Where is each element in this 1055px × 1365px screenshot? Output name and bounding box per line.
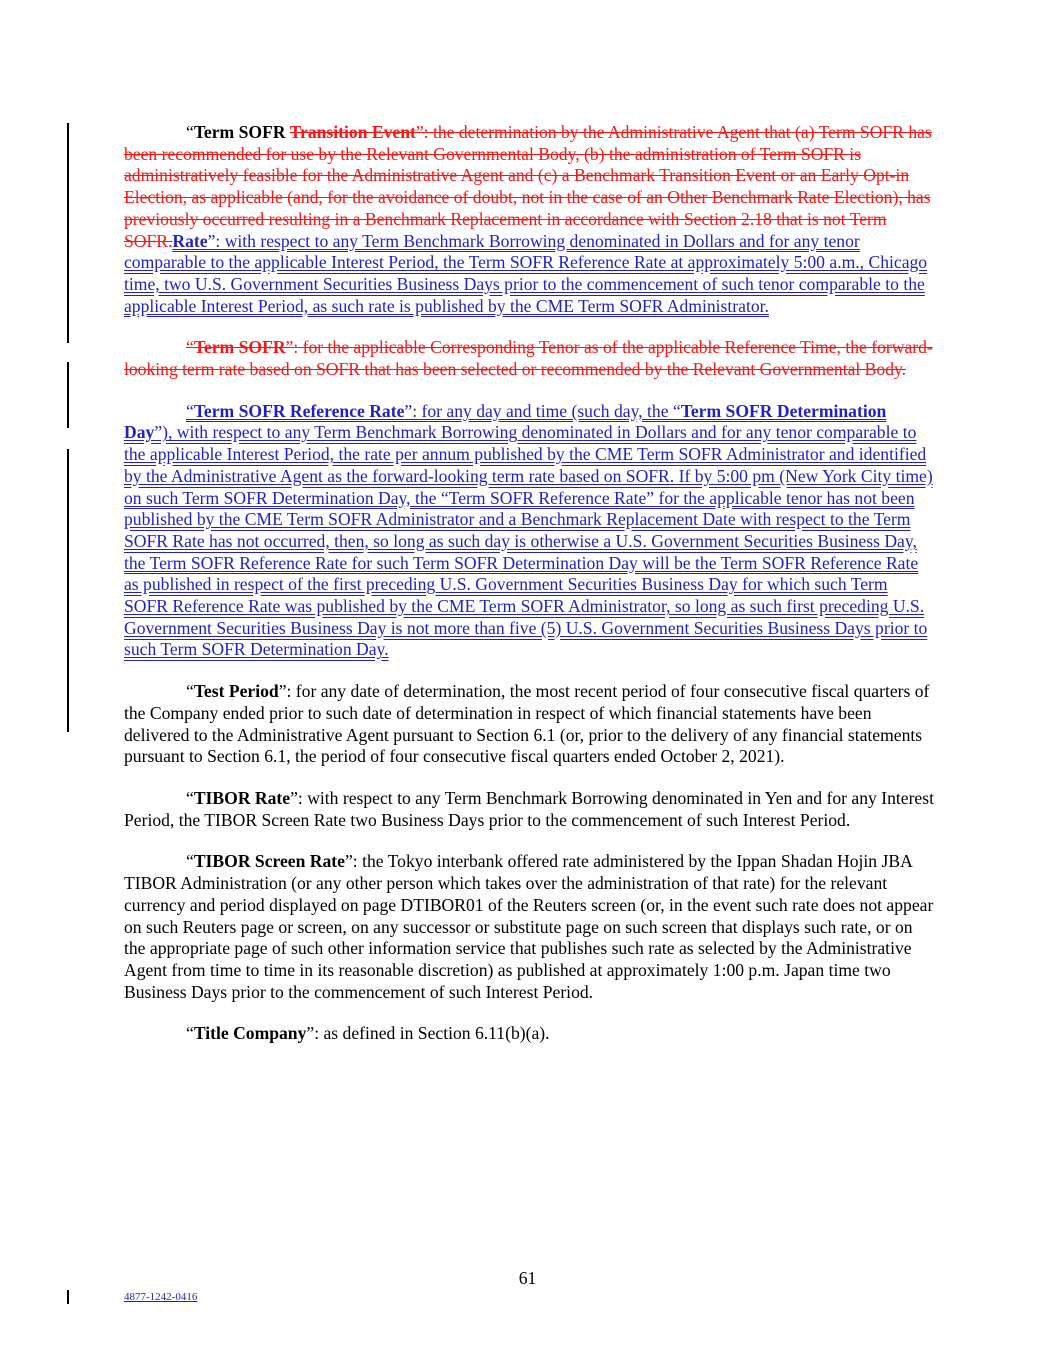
defined-term: Term SOFR: [193, 337, 286, 358]
open-quote: “: [186, 122, 194, 142]
defined-term: Test Period: [193, 681, 279, 702]
document-page: [124, 122, 934, 1065]
definition-title-company: “Title Company”: as defined in Section 6.11(b)(a).: [186, 1023, 550, 1044]
definition-term-sofr-rate: [124, 122, 934, 317]
document-id: 4877-1242-0416: [124, 1291, 198, 1303]
change-bar: [67, 449, 69, 732]
deleted-text: Transition Event”: the determination by the Administrative Agent that (a) Term SOFR has been recommended for use by the Relevant Governmental Body, (b) the administration of Term SOFR is administratively feasible for the Administrative Agent and (c) a Benchmark Transition Event or an Early Opt-in Election, as applicable (and, for the avoidance of doubt, not in the case of an Other Benchmark Rate Election), has previously occurred resulting in a Benchmark Replacement in accordance with Section 2.18 that is not Term SOFR.: [124, 122, 932, 251]
change-bar: [67, 123, 69, 343]
defined-term: Term SOFR: [193, 122, 290, 142]
defined-term: TIBOR Rate: [193, 787, 291, 808]
definition-term-sofr-deleted: “Term SOFR”: for the applicable Corresponding Tenor as of the applicable Reference Time, the forward-looking term rate based on SOFR that has been selected or recommended by the Relevant Governmental Body.: [124, 337, 933, 380]
definition-test-period: “Test Period”: for any date of determination, the most recent period of four consecutive fiscal quarters of the Company ended prior to such date of determination in respect of which financial statements have been delivered to the Administrative Agent pursuant to Section 6.1 (or, prior to the delivery of any financial statements pursuant to Section 6.1, the period of four consecutive fiscal quarters ended October 2, 2021).: [124, 681, 930, 767]
definition-tibor-screen-rate: “TIBOR Screen Rate”: the Tokyo interbank offered rate administered by the Ippan Shadan Hojin JBA TIBOR Administration (or any other person which takes over the administration of that rate) for the relevant currency and period displayed on page DTIBOR01 of the Reuters screen (or, in the event such rate does not appear on such Reuters page or screen, on any successor or substitute page on such screen that displays such rate, or on the appropriate page of such other information service that publishes such rate as selected by the Administrative Agent from time to time in its reasonable discretion) as published at approximately 1:00 p.m. Japan time two Business Days prior to the commencement of such Interest Period.: [124, 851, 934, 1002]
inserted-text: Rate”: with respect to any Term Benchmark Borrowing denominated in Dollars and for any tenor comparable to the applicable Interest Period, the Term SOFR Reference Rate at approximately 5:00 a.m., Chicago time, two U.S. Government Securities Business Days prior to the commencement of such tenor comparable to the applicable Interest Period, as such rate is published by the CME Term SOFR Administrator.: [124, 230, 928, 316]
defined-term: Term SOFR Determination Day: [124, 400, 887, 443]
definition-tibor-rate: “TIBOR Rate”: with respect to any Term Benchmark Borrowing denominated in Yen and for any Interest Period, the TIBOR Screen Rate two Business Days prior to the commencement of such Interest Period.: [124, 787, 934, 830]
change-bar: [67, 1290, 69, 1304]
change-bar: [67, 362, 69, 428]
defined-term: TIBOR Screen Rate: [193, 851, 345, 872]
defined-term: Title Company: [193, 1023, 307, 1044]
definition-term-sofr-reference-rate: “Term SOFR Reference Rate”: for any day and time (such day, the “Term SOFR Determination Day”), with respect to any Term Benchmark Borrowing denominated in Dollars and for any tenor comparable to the applicable Interest Period, the rate per annum published by the CME Term SOFR Administrator and identified by the Administrative Agent as the forward-looking term rate based on SOFR. If by 5:00 pm (New York City time) on such Term SOFR Determination Day, the “Term SOFR Reference Rate” for the applicable tenor has not been published by the CME Term SOFR Administrator and a Benchmark Replacement Date with respect to the Term SOFR Rate has not occurred, then, so long as such day is otherwise a U.S. Government Securities Business Day, the Term SOFR Reference Rate for such Term SOFR Determination Day will be the Term SOFR Reference Rate as published in respect of the first preceding U.S. Government Securities Business Day for which such Term SOFR Reference Rate was published by the CME Term SOFR Administrator, so long as such first preceding U.S. Government Securities Business Day is not more than five (5) U.S. Government Securities Business Days prior to such Term SOFR Determination Day.: [124, 400, 933, 660]
page-number: 61: [518, 1268, 537, 1288]
defined-term: Term SOFR Reference Rate: [193, 400, 405, 421]
